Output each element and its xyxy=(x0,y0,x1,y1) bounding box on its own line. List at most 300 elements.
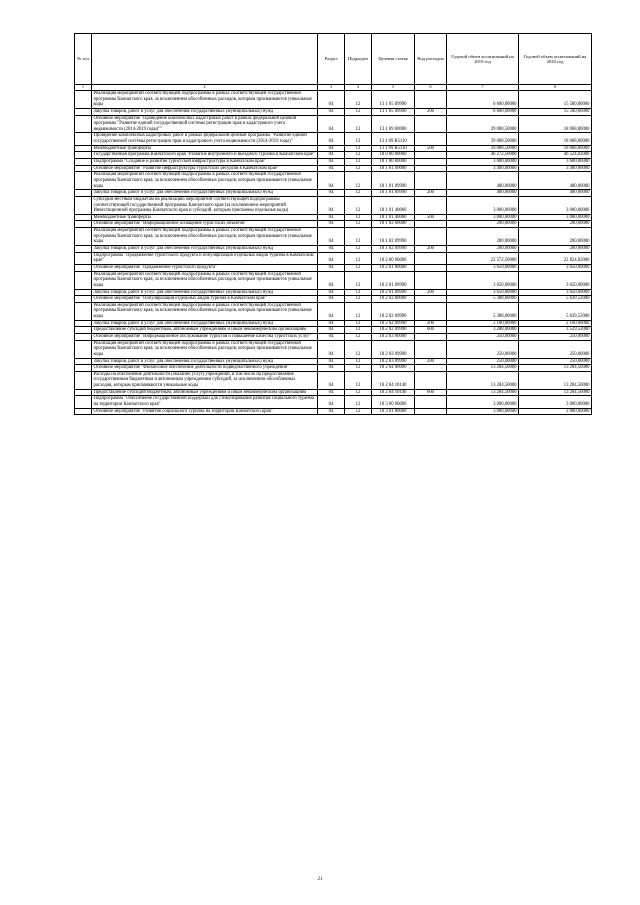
cell-target: 18 2 04 10140 xyxy=(372,371,415,389)
cell-exp-type xyxy=(415,228,447,246)
table-row xyxy=(75,340,592,358)
cell-2019: 200,00000 xyxy=(447,228,519,246)
cell-name: Подпрограмма "Обеспечение государственной поддержки для стимулирования развития социального туризма на территории Камчатского края" xyxy=(92,396,318,408)
cell-exp-type xyxy=(415,365,447,372)
cell-2020: 3 400,00000 xyxy=(519,165,592,172)
cell-target: 18 2 02 09990 xyxy=(372,327,415,334)
cell-target: 18 2 03 09990 xyxy=(372,340,415,358)
cell-razdel: 04 xyxy=(318,302,345,320)
cell-number xyxy=(75,264,92,271)
cell-target: 18 2 03 09990 xyxy=(372,358,415,365)
cell-razdel: 04 xyxy=(318,371,345,389)
cell-number xyxy=(75,358,92,365)
cell-podrazdel: 12 xyxy=(345,408,372,415)
cell-2019: 3 650,00000 xyxy=(447,271,519,289)
cell-target: 13 1 09 R5110 xyxy=(372,133,415,145)
cell-2019: 6 600,00000 xyxy=(447,108,519,115)
cell-2019: 250,00000 xyxy=(447,333,519,340)
cell-razdel: 04 xyxy=(318,214,345,221)
cell-2019: 46 272,50000 xyxy=(447,152,519,159)
cell-razdel: 04 xyxy=(318,389,345,396)
cell-2020: 18 068,80000 xyxy=(519,115,592,133)
cell-2020: 15 500,00000 xyxy=(519,91,592,109)
cell-exp-type xyxy=(415,408,447,415)
header-target: Целевая статья xyxy=(372,34,415,85)
cell-2020: 250,00000 xyxy=(519,340,592,358)
cell-name: Основное мероприятие "Развитие социального туризма на территории Камчатского края" xyxy=(92,408,318,415)
cell-razdel: 04 xyxy=(318,159,345,166)
cell-name: Закупка товаров, работ и услуг для обеспечения государственных (муниципальных) нужд xyxy=(92,358,318,365)
cell-number xyxy=(75,365,92,372)
cell-razdel: 04 xyxy=(318,340,345,358)
cell-name: Реализация мероприятий соответствующей подпрограммы в рамках соответствующей государственной программы Камчатского края, за исключением обособленных расходов, которым присваиваются уникальные коды xyxy=(92,172,318,190)
cell-target: 18 2 02 09990 xyxy=(372,320,415,327)
table-row xyxy=(75,91,592,109)
cell-number xyxy=(75,190,92,197)
cell-name: Расходы на обеспечение деятельности (оказание услуг) учреждений, в том числе на предоставление государственным бюджетным и автономным учреждениям субсидий, за исключением обособленных расходов, которым присваиваются уникальные коды xyxy=(92,371,318,389)
cell-razdel: 04 xyxy=(318,358,345,365)
cell-2019: 22 572,50000 xyxy=(447,252,519,264)
cell-podrazdel: 12 xyxy=(345,264,372,271)
table-row xyxy=(75,408,592,415)
cell-number xyxy=(75,246,92,253)
cell-razdel: 04 xyxy=(318,320,345,327)
table-row xyxy=(75,190,592,197)
cell-razdel: 04 xyxy=(318,152,345,159)
cell-target: 18 1 02 00000 xyxy=(372,221,415,228)
cell-podrazdel: 12 xyxy=(345,196,372,214)
cell-2019: 200,00000 xyxy=(447,246,519,253)
cell-2019: 13 284,50000 xyxy=(447,371,519,389)
cell-name: Реализация мероприятий соответствующей подпрограммы в рамках соответствующей государственной программы Камчатского края, за исключением обособленных расходов, которым присваиваются уникальные коды xyxy=(92,228,318,246)
table-row xyxy=(75,289,592,296)
cell-number xyxy=(75,389,92,396)
cell-target: 18 2 00 00000 xyxy=(372,252,415,264)
cell-name: Реализация мероприятий соответствующей подпрограммы в рамках соответствующей государственной программы Камчатского края, за исключением обособленных расходов, которым присваиваются уникальные коды xyxy=(92,271,318,289)
cell-2020: 400,00000 xyxy=(519,190,592,197)
cell-exp-type: 200 xyxy=(415,358,447,365)
cell-name: Реализация мероприятий соответствующей подпрограммы в рамках соответствующей государственной программы Камчатского края, за исключением обособленных расходов, которым присваиваются уникальные коды xyxy=(92,91,318,109)
cell-target: 18 3 00 00000 xyxy=(372,396,415,408)
table-row xyxy=(75,228,592,246)
cell-2019: 3 000,00000 xyxy=(447,214,519,221)
cell-razdel: 04 xyxy=(318,396,345,408)
cell-razdel: 04 xyxy=(318,221,345,228)
cell-podrazdel: 12 xyxy=(345,108,372,115)
cell-number xyxy=(75,172,92,190)
column-number: 3 xyxy=(318,85,345,91)
cell-name: Реализация мероприятий соответствующей подпрограммы в рамках соответствующей государственной программы Камчатского края, за исключением обособленных расходов, которым присваиваются уникальные коды xyxy=(92,302,318,320)
cell-podrazdel: 12 xyxy=(345,389,372,396)
cell-target: 18 1 01 40060 xyxy=(372,196,415,214)
table-row xyxy=(75,271,592,289)
cell-razdel: 04 xyxy=(318,264,345,271)
cell-target: 18 1 01 00000 xyxy=(372,165,415,172)
cell-number xyxy=(75,159,92,166)
cell-target: 18 2 04 10140 xyxy=(372,389,415,396)
cell-exp-type xyxy=(415,396,447,408)
cell-2020: 13 284,50000 xyxy=(519,365,592,372)
cell-exp-type xyxy=(415,264,447,271)
cell-number xyxy=(75,289,92,296)
cell-exp-type xyxy=(415,91,447,109)
cell-2020: 3 000,00000 xyxy=(519,214,592,221)
cell-exp-type xyxy=(415,302,447,320)
cell-razdel: 04 xyxy=(318,172,345,190)
cell-name: Реализация мероприятий соответствующей подпрограммы в рамках соответствующей государственной программы Камчатского края, за исключением обособленных расходов, которым присваиваются уникальные коды xyxy=(92,340,318,358)
cell-number xyxy=(75,152,92,159)
table-row xyxy=(75,264,592,271)
cell-2019: 3 000,00000 xyxy=(447,196,519,214)
cell-podrazdel: 12 xyxy=(345,320,372,327)
cell-2019: 3 400,00000 xyxy=(447,165,519,172)
table-row xyxy=(75,152,592,159)
cell-number xyxy=(75,214,92,221)
header-exp-type: Вид расходов xyxy=(415,34,447,85)
cell-podrazdel: 12 xyxy=(345,145,372,152)
cell-name: Предоставление субсидий бюджетным, автономным учреждениям и иным некоммерческим организациям xyxy=(92,389,318,396)
cell-exp-type xyxy=(415,152,447,159)
cell-2019: 3 000,00000 xyxy=(447,396,519,408)
table-row xyxy=(75,320,592,327)
cell-exp-type: 600 xyxy=(415,327,447,334)
cell-podrazdel: 12 xyxy=(345,221,372,228)
cell-number xyxy=(75,296,92,303)
cell-number xyxy=(75,371,92,389)
table-row xyxy=(75,333,592,340)
table-row xyxy=(75,115,592,133)
cell-razdel: 04 xyxy=(318,91,345,109)
cell-razdel: 04 xyxy=(318,408,345,415)
cell-number xyxy=(75,145,92,152)
cell-razdel: 04 xyxy=(318,365,345,372)
cell-exp-type xyxy=(415,172,447,190)
cell-razdel: 04 xyxy=(318,190,345,197)
cell-2019: 400,00000 xyxy=(447,190,519,197)
cell-exp-type xyxy=(415,165,447,172)
cell-exp-type: 200 xyxy=(415,246,447,253)
cell-exp-type: 500 xyxy=(415,214,447,221)
cell-number xyxy=(75,91,92,109)
table-row xyxy=(75,246,592,253)
cell-podrazdel: 12 xyxy=(345,271,372,289)
cell-target: 18 1 02 09990 xyxy=(372,246,415,253)
cell-target: 18 2 02 00000 xyxy=(372,296,415,303)
cell-number xyxy=(75,408,92,415)
cell-name: Межбюджетные трансферты xyxy=(92,145,318,152)
cell-2019: 250,00000 xyxy=(447,340,519,358)
cell-podrazdel: 12 xyxy=(345,333,372,340)
cell-exp-type: 200 xyxy=(415,190,447,197)
cell-podrazdel: 12 xyxy=(345,133,372,145)
cell-2020: 2 100,00000 xyxy=(519,320,592,327)
table-row xyxy=(75,221,592,228)
cell-name: Закупка товаров, работ и услуг для обеспечения государственных (муниципальных) нужд xyxy=(92,320,318,327)
cell-number xyxy=(75,115,92,133)
cell-exp-type: 200 xyxy=(415,108,447,115)
table-body xyxy=(75,91,592,415)
cell-podrazdel: 12 xyxy=(345,152,372,159)
cell-name: Закупка товаров, работ и услуг для обеспечения государственных (муниципальных) нужд xyxy=(92,246,318,253)
cell-podrazdel: 12 xyxy=(345,228,372,246)
cell-name: Основное мероприятие "Финансовое обеспечение деятельности подведомственного учреждения" xyxy=(92,365,318,372)
cell-target: 18 2 01 00000 xyxy=(372,264,415,271)
cell-2019: 3 650,00000 xyxy=(447,264,519,271)
header-number: № п/п xyxy=(75,34,92,85)
cell-razdel: 04 xyxy=(318,145,345,152)
cell-number xyxy=(75,320,92,327)
table-row xyxy=(75,252,592,264)
table-row xyxy=(75,302,592,320)
cell-podrazdel: 12 xyxy=(345,115,372,133)
cell-2019: 39 088,50000 xyxy=(447,133,519,145)
column-number: 6 xyxy=(415,85,447,91)
cell-2020: 5 639,52000 xyxy=(519,302,592,320)
cell-exp-type xyxy=(415,340,447,358)
cell-2020: 3 539,52000 xyxy=(519,327,592,334)
page-number: 21 xyxy=(317,877,323,882)
cell-2020: 5 639,52000 xyxy=(519,296,592,303)
cell-number xyxy=(75,271,92,289)
cell-2019: 200,00000 xyxy=(447,221,519,228)
cell-number xyxy=(75,333,92,340)
table-row xyxy=(75,371,592,389)
cell-name: Основное мероприятие "Информационное обслуживание туристов и повышение качества туристских услуг" xyxy=(92,333,318,340)
cell-2019: 39 088,50000 xyxy=(447,145,519,152)
cell-name: Субсидии местным бюджетам на реализацию мероприятий соответствующей подпрограммы соответствующей государственной программы Камчатского края (за исключением мероприятий Инвестиционной программы Камчатского края и субсидий, которым присвоены отдельные коды) xyxy=(92,196,318,214)
cell-2020: 3 650,00000 xyxy=(519,264,592,271)
table-row xyxy=(75,214,592,221)
cell-podrazdel: 12 xyxy=(345,371,372,389)
table-row xyxy=(75,296,592,303)
cell-2020: 250,00000 xyxy=(519,333,592,340)
cell-exp-type xyxy=(415,252,447,264)
cell-podrazdel: 12 xyxy=(345,327,372,334)
budget-table xyxy=(74,33,592,415)
cell-2019: 400,00000 xyxy=(447,172,519,190)
cell-razdel: 04 xyxy=(318,246,345,253)
cell-name: Межбюджетные трансферты xyxy=(92,214,318,221)
table-row xyxy=(75,358,592,365)
cell-podrazdel: 12 xyxy=(345,172,372,190)
cell-exp-type: 600 xyxy=(415,389,447,396)
cell-exp-type: 200 xyxy=(415,289,447,296)
cell-podrazdel: 12 xyxy=(345,365,372,372)
cell-2020: 18 068,80000 xyxy=(519,133,592,145)
cell-2020: 200,00000 xyxy=(519,228,592,246)
cell-2019: 5 388,00000 xyxy=(447,296,519,303)
cell-podrazdel: 12 xyxy=(345,302,372,320)
cell-razdel: 04 xyxy=(318,228,345,246)
table-row xyxy=(75,389,592,396)
cell-target: 18 1 01 09990 xyxy=(372,172,415,190)
cell-razdel: 04 xyxy=(318,271,345,289)
column-number: 2 xyxy=(92,85,318,91)
cell-2019: 5 388,00000 xyxy=(447,302,519,320)
cell-podrazdel: 12 xyxy=(345,289,372,296)
cell-name: Предоставление субсидий бюджетным, автономным учреждениям и иным некоммерческим организациям xyxy=(92,327,318,334)
cell-target: 18 0 00 00000 xyxy=(372,152,415,159)
cell-podrazdel: 12 xyxy=(345,358,372,365)
cell-2020: 3 000,00000 xyxy=(519,396,592,408)
cell-target: 18 2 01 09990 xyxy=(372,271,415,289)
cell-podrazdel: 12 xyxy=(345,340,372,358)
cell-name: Закупка товаров, работ и услуг для обеспечения государственных (муниципальных) нужд xyxy=(92,289,318,296)
cell-target: 18 1 00 00000 xyxy=(372,159,415,166)
cell-number xyxy=(75,196,92,214)
cell-exp-type xyxy=(415,333,447,340)
table-row xyxy=(75,396,592,408)
column-number: 5 xyxy=(372,85,415,91)
cell-2019: 3 650,00000 xyxy=(447,289,519,296)
cell-podrazdel: 12 xyxy=(345,159,372,166)
cell-razdel: 04 xyxy=(318,115,345,133)
cell-2020: 250,00000 xyxy=(519,358,592,365)
cell-podrazdel: 12 xyxy=(345,165,372,172)
cell-podrazdel: 12 xyxy=(345,190,372,197)
cell-razdel: 04 xyxy=(318,327,345,334)
cell-exp-type xyxy=(415,371,447,389)
cell-podrazdel: 12 xyxy=(345,396,372,408)
cell-exp-type xyxy=(415,221,447,228)
cell-number xyxy=(75,165,92,172)
cell-podrazdel: 12 xyxy=(345,214,372,221)
cell-2020: 13 284,50000 xyxy=(519,371,592,389)
column-number: 4 xyxy=(345,85,372,91)
cell-podrazdel: 12 xyxy=(345,296,372,303)
cell-target: 13 1 09 R5110 xyxy=(372,145,415,152)
table-row xyxy=(75,145,592,152)
table-row xyxy=(75,365,592,372)
cell-target: 18 2 01 09990 xyxy=(372,289,415,296)
cell-target: 13 1 05 09990 xyxy=(372,108,415,115)
table-row xyxy=(75,196,592,214)
cell-number xyxy=(75,133,92,145)
column-number: 1 xyxy=(75,85,92,91)
cell-target: 18 2 02 09990 xyxy=(372,302,415,320)
cell-razdel: 04 xyxy=(318,108,345,115)
cell-2019: 3 000,00000 xyxy=(447,408,519,415)
cell-2020: 3 000,00000 xyxy=(519,408,592,415)
cell-2019: 3 600,00000 xyxy=(447,159,519,166)
budget-sheet xyxy=(74,33,591,415)
cell-razdel: 04 xyxy=(318,252,345,264)
cell-number xyxy=(75,302,92,320)
cell-name: Закупка товаров, работ и услуг для обеспечения государственных (муниципальных) нужд xyxy=(92,108,318,115)
cell-2020: 3 600,00000 xyxy=(519,159,592,166)
cell-target: 18 1 02 09990 xyxy=(372,228,415,246)
cell-2020: 18 068,80000 xyxy=(519,145,592,152)
cell-podrazdel: 12 xyxy=(345,246,372,253)
column-number: 7 xyxy=(447,85,519,91)
cell-2020: 22 824,02000 xyxy=(519,252,592,264)
cell-exp-type xyxy=(415,296,447,303)
cell-razdel: 04 xyxy=(318,196,345,214)
cell-2019: 250,00000 xyxy=(447,358,519,365)
cell-2019: 39 088,50000 xyxy=(447,115,519,133)
column-number: 8 xyxy=(519,85,592,91)
cell-2020: 13 284,50000 xyxy=(519,389,592,396)
cell-2020: 3 650,00000 xyxy=(519,289,592,296)
cell-name: Основное мероприятие "Развитие инфраструктуры туристских ресурсов в Камчатском крае" xyxy=(92,165,318,172)
cell-name: Основное мероприятие "Проведение комплексных кадастровых работ в рамках федеральной целевой программы "Развитие единой государственной системы регистрации прав и кадастрового учета недвижимости (2014-2019 годы)"" xyxy=(92,115,318,133)
cell-exp-type: 500 xyxy=(415,145,447,152)
cell-name: Государственная программа Камчатского края "Развитие внутреннего и въездного туризма в Камчатском крае" xyxy=(92,152,318,159)
cell-number xyxy=(75,396,92,408)
cell-podrazdel: 12 xyxy=(345,252,372,264)
header-2020: Годовой объем ассигнований на 2020 год xyxy=(519,34,592,85)
header-razdel: Раздел xyxy=(318,34,345,85)
cell-name: Подпрограмма "Продвижение туристского продукта и популяризация отдельных видов туризма в Камчатском крае" xyxy=(92,252,318,264)
table-row xyxy=(75,159,592,166)
cell-razdel: 04 xyxy=(318,296,345,303)
cell-2020: 15 500,00000 xyxy=(519,108,592,115)
cell-target: 18 2 03 00000 xyxy=(372,333,415,340)
cell-razdel: 04 xyxy=(318,289,345,296)
cell-exp-type xyxy=(415,196,447,214)
cell-number xyxy=(75,108,92,115)
cell-2019: 13 284,50000 xyxy=(447,389,519,396)
cell-name: Подпрограмма "Создание и развитие туристской инфраструктуры в Камчатском крае" xyxy=(92,159,318,166)
cell-name: Основное мероприятие "Информационное оснащение туристских объектов" xyxy=(92,221,318,228)
table-row xyxy=(75,133,592,145)
cell-2020: 200,00000 xyxy=(519,246,592,253)
cell-number xyxy=(75,327,92,334)
cell-number xyxy=(75,252,92,264)
cell-name: Основное мероприятие "Продвижение туристского продукта" xyxy=(92,264,318,271)
cell-target: 18 1 01 09990 xyxy=(372,190,415,197)
cell-razdel: 04 xyxy=(318,133,345,145)
cell-2020: 400,00000 xyxy=(519,172,592,190)
cell-exp-type xyxy=(415,159,447,166)
header-2019: Годовой объем ассигнований на 2019 год xyxy=(447,34,519,85)
cell-2020: 46 524,02000 xyxy=(519,152,592,159)
header-podrazdel: Подраздел xyxy=(345,34,372,85)
cell-2020: 3 000,00000 xyxy=(519,196,592,214)
cell-podrazdel: 12 xyxy=(345,91,372,109)
header-name xyxy=(92,34,318,85)
cell-2020: 3 650,00000 xyxy=(519,271,592,289)
table-row xyxy=(75,327,592,334)
cell-razdel: 04 xyxy=(318,165,345,172)
cell-razdel: 04 xyxy=(318,333,345,340)
cell-name: Проведение комплексных кадастровых работ в рамках федеральной целевой программы "Развитие единой государственной системы регистрации прав и кадастрового учета недвижимости (2014-2019 годы)" xyxy=(92,133,318,145)
cell-2019: 13 284,50000 xyxy=(447,365,519,372)
cell-number xyxy=(75,228,92,246)
cell-target: 18 1 01 40060 xyxy=(372,214,415,221)
cell-target: 18 2 04 00000 xyxy=(372,365,415,372)
table-row xyxy=(75,108,592,115)
cell-2019: 2 100,00000 xyxy=(447,320,519,327)
cell-name: Основное мероприятие "Популяризация отдельных видов туризма в Камчатском крае" xyxy=(92,296,318,303)
cell-target: 13 1 09 00000 xyxy=(372,115,415,133)
cell-exp-type xyxy=(415,271,447,289)
table-header-row xyxy=(75,34,592,85)
cell-number xyxy=(75,340,92,358)
table-row xyxy=(75,165,592,172)
cell-target: 13 1 05 09990 xyxy=(372,91,415,109)
table-row xyxy=(75,172,592,190)
cell-exp-type xyxy=(415,133,447,145)
cell-exp-type xyxy=(415,115,447,133)
cell-2020: 200,00000 xyxy=(519,221,592,228)
cell-2019: 6 600,00000 xyxy=(447,91,519,109)
cell-2019: 3 288,00000 xyxy=(447,327,519,334)
cell-name: Закупка товаров, работ и услуг для обеспечения государственных (муниципальных) нужд xyxy=(92,190,318,197)
cell-number xyxy=(75,221,92,228)
cell-target: 18 3 01 00000 xyxy=(372,408,415,415)
cell-exp-type: 200 xyxy=(415,320,447,327)
